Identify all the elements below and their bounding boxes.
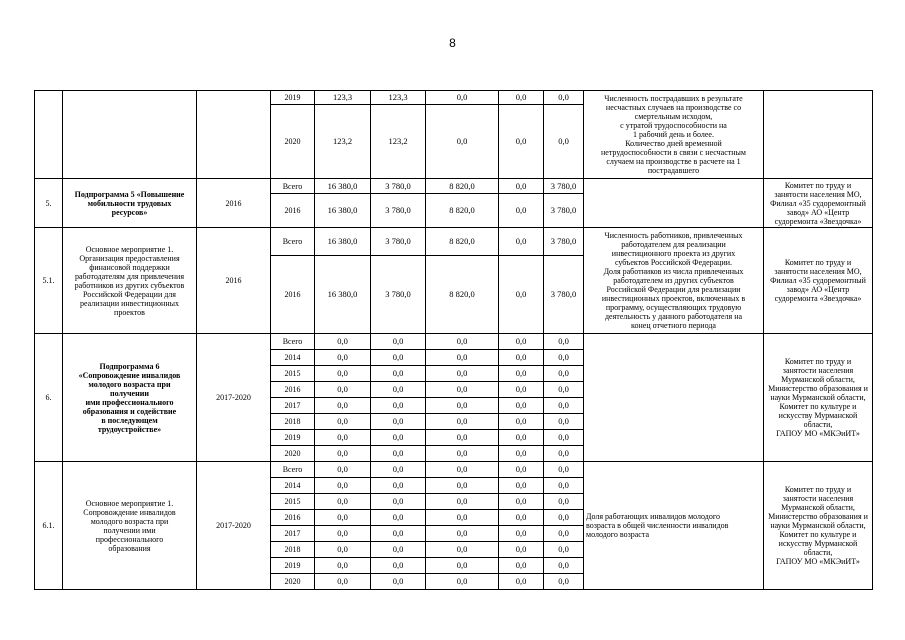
value-col5: 0,0 — [544, 558, 584, 574]
item-year-cell — [197, 91, 271, 179]
value-col5: 0,0 — [544, 478, 584, 494]
table-row — [35, 91, 873, 105]
value-col2: 0,0 — [371, 366, 426, 382]
value-total: 123,3 — [315, 91, 371, 105]
value-total: 123,2 — [315, 105, 371, 179]
value-total: 0,0 — [315, 558, 371, 574]
value-col3: 0,0 — [426, 350, 499, 366]
value-col5: 3 780,0 — [544, 179, 584, 194]
executor-text: Комитет по труду и занятости населения Мурманской области, Министерство образования и науки Мурманской области, Комитет по культуре и искусству Мурманской области, ГАПОУ МО «МКЭиИТ» — [768, 485, 868, 566]
value-col2: 0,0 — [371, 398, 426, 414]
value-col2: 0,0 — [371, 414, 426, 430]
value-col3: 0,0 — [426, 414, 499, 430]
value-col5: 0,0 — [544, 334, 584, 350]
value-total: 0,0 — [315, 398, 371, 414]
value-col3: 0,0 — [426, 574, 499, 590]
value-col4: 0,0 — [499, 510, 544, 526]
row-label: 2020 — [271, 446, 315, 462]
value-col4: 0,0 — [499, 558, 544, 574]
row-label: 2018 — [271, 542, 315, 558]
row-label: 2017 — [271, 526, 315, 542]
value-col2: 123,2 — [371, 105, 426, 179]
value-col4: 0,0 — [499, 334, 544, 350]
row-label: 2015 — [271, 494, 315, 510]
value-total: 0,0 — [315, 430, 371, 446]
value-col2: 0,0 — [371, 382, 426, 398]
value-col3: 0,0 — [426, 462, 499, 478]
indicator-cell — [584, 91, 764, 179]
row-label: 2020 — [271, 105, 315, 179]
item-name-cell — [63, 334, 197, 462]
value-col3: 0,0 — [426, 558, 499, 574]
value-col3: 0,0 — [426, 398, 499, 414]
item-number: 6.1. — [35, 462, 63, 590]
value-col3: 8 820,0 — [426, 256, 499, 334]
row-label: 2016 — [271, 194, 315, 228]
value-col5: 0,0 — [544, 574, 584, 590]
value-col2: 0,0 — [371, 494, 426, 510]
executor-cell — [764, 334, 873, 462]
value-col2: 0,0 — [371, 430, 426, 446]
executor-text: Комитет по труду и занятости населения МО, Филиал «35 судоремонтный завод» АО «Центр судоремонта «Звездочка» — [770, 180, 866, 226]
value-total: 0,0 — [315, 334, 371, 350]
row-label: 2016 — [271, 382, 315, 398]
value-col4: 0,0 — [499, 446, 544, 462]
indicator-text: Численность пострадавших в результате несчастных случаев на производстве со смертельным исходом, с утратой трудоспособности на 1 рабочий день и более. Количество дней временной нетрудоспособности в связи с несчастным случаем на производстве в расчете на 1 пострадавшего — [601, 94, 746, 175]
value-col2: 0,0 — [371, 350, 426, 366]
value-col2: 0,0 — [371, 574, 426, 590]
value-total: 0,0 — [315, 462, 371, 478]
value-col5: 0,0 — [544, 430, 584, 446]
value-col3: 8 820,0 — [426, 179, 499, 194]
row-label: 2014 — [271, 478, 315, 494]
item-number: 5. — [35, 179, 63, 228]
item-year: 2017-2020 — [197, 462, 271, 590]
value-col2: 0,0 — [371, 478, 426, 494]
value-col3: 0,0 — [426, 366, 499, 382]
item-name-cell — [63, 228, 197, 334]
value-col3: 0,0 — [426, 430, 499, 446]
value-total: 16 380,0 — [315, 228, 371, 256]
value-col4: 0,0 — [499, 179, 544, 194]
program-table — [34, 90, 873, 590]
value-col4: 0,0 — [499, 398, 544, 414]
value-col4: 0,0 — [499, 228, 544, 256]
page-number: 8 — [449, 36, 456, 50]
value-col2: 3 780,0 — [371, 179, 426, 194]
value-col3: 0,0 — [426, 526, 499, 542]
activity-title: Основное мероприятие 1. Сопровождение инвалидов молодого возраста при получении ими профессионального образования — [83, 498, 176, 553]
row-label: 2016 — [271, 510, 315, 526]
value-col2: 0,0 — [371, 526, 426, 542]
value-col4: 0,0 — [499, 105, 544, 179]
indicator-text: Доля работающих инвалидов молодого возраста в общей численности инвалидов молодого возраста — [586, 512, 729, 539]
value-total: 16 380,0 — [315, 194, 371, 228]
table-row — [35, 462, 873, 478]
value-col4: 0,0 — [499, 366, 544, 382]
row-label: 2015 — [271, 366, 315, 382]
subprogram-title: Подпрограмма 6 «Сопровождение инвалидов молодого возраста при получении ими профессионального образования и содействие в последующем трудоустройстве» — [78, 361, 181, 434]
value-col2: 0,0 — [371, 462, 426, 478]
value-total: 0,0 — [315, 478, 371, 494]
row-label: Всего — [271, 462, 315, 478]
row-label: 2019 — [271, 430, 315, 446]
value-col3: 8 820,0 — [426, 228, 499, 256]
executor-text: Комитет по труду и занятости населения МО, Филиал «35 судоремонтный завод» АО «Центр судоремонта «Звездочка» — [770, 258, 866, 303]
executor-text: Комитет по труду и занятости населения Мурманской области, Министерство образования и науки Мурманской области, Комитет по культуре и искусству Мурманской области, ГАПОУ МО «МКЭиИТ» — [768, 357, 868, 438]
value-total: 0,0 — [315, 574, 371, 590]
row-label: 2014 — [271, 350, 315, 366]
value-col4: 0,0 — [499, 382, 544, 398]
indicator-text: Численность работников, привлеченных работодателем для реализации инвестиционного проекта из других субъектов Российской Федерации. Доля работников из числа привлеченных работодателем из других субъектов Российской Федерации для реализации инвестиционных проектов, включенных в программу, осуществляющих трудовую деятельность у данного работодателя на конец отчетного периода — [601, 231, 746, 330]
value-col3: 0,0 — [426, 382, 499, 398]
executor-cell — [764, 228, 873, 334]
value-col5: 0,0 — [544, 542, 584, 558]
value-col3: 0,0 — [426, 542, 499, 558]
value-col5: 0,0 — [544, 382, 584, 398]
value-total: 0,0 — [315, 350, 371, 366]
value-total: 0,0 — [315, 366, 371, 382]
value-total: 16 380,0 — [315, 256, 371, 334]
value-col4: 0,0 — [499, 414, 544, 430]
value-col4: 0,0 — [499, 462, 544, 478]
row-label: Всего — [271, 334, 315, 350]
value-total: 0,0 — [315, 414, 371, 430]
row-label: 2018 — [271, 414, 315, 430]
table-row — [35, 179, 873, 194]
value-col4: 0,0 — [499, 256, 544, 334]
value-col5: 0,0 — [544, 526, 584, 542]
value-col5: 0,0 — [544, 494, 584, 510]
value-total: 0,0 — [315, 526, 371, 542]
item-number: 5.1. — [35, 228, 63, 334]
value-col3: 0,0 — [426, 105, 499, 179]
item-number-cell — [35, 91, 63, 179]
indicator-cell — [584, 462, 764, 590]
value-col5: 0,0 — [544, 366, 584, 382]
value-col2: 0,0 — [371, 334, 426, 350]
value-col4: 0,0 — [499, 542, 544, 558]
row-label: 2019 — [271, 558, 315, 574]
value-col5: 3 780,0 — [544, 228, 584, 256]
value-col5: 0,0 — [544, 446, 584, 462]
value-col4: 0,0 — [499, 430, 544, 446]
item-year: 2016 — [197, 179, 271, 228]
row-label: 2019 — [271, 91, 315, 105]
value-col5: 0,0 — [544, 414, 584, 430]
value-col2: 3 780,0 — [371, 194, 426, 228]
value-col3: 0,0 — [426, 91, 499, 105]
value-col4: 0,0 — [499, 91, 544, 105]
value-col5: 0,0 — [544, 462, 584, 478]
row-label: 2017 — [271, 398, 315, 414]
value-col3: 8 820,0 — [426, 194, 499, 228]
value-total: 16 380,0 — [315, 179, 371, 194]
executor-cell — [764, 91, 873, 179]
value-col4: 0,0 — [499, 350, 544, 366]
value-col4: 0,0 — [499, 494, 544, 510]
value-col5: 3 780,0 — [544, 194, 584, 228]
value-total: 0,0 — [315, 510, 371, 526]
value-total: 0,0 — [315, 494, 371, 510]
executor-cell — [764, 179, 873, 228]
item-year: 2017-2020 — [197, 334, 271, 462]
value-col3: 0,0 — [426, 446, 499, 462]
value-col2: 0,0 — [371, 542, 426, 558]
value-col5: 0,0 — [544, 398, 584, 414]
executor-cell — [764, 462, 873, 590]
value-col2: 0,0 — [371, 510, 426, 526]
value-total: 0,0 — [315, 446, 371, 462]
row-label: Всего — [271, 179, 315, 194]
value-col4: 0,0 — [499, 194, 544, 228]
value-col2: 3 780,0 — [371, 256, 426, 334]
value-total: 0,0 — [315, 542, 371, 558]
value-col3: 0,0 — [426, 334, 499, 350]
table-row — [35, 228, 873, 256]
value-col5: 3 780,0 — [544, 256, 584, 334]
row-label: Всего — [271, 228, 315, 256]
value-col4: 0,0 — [499, 574, 544, 590]
value-col2: 0,0 — [371, 446, 426, 462]
row-label: 2020 — [271, 574, 315, 590]
indicator-cell — [584, 179, 764, 228]
value-total: 0,0 — [315, 382, 371, 398]
value-col5: 0,0 — [544, 510, 584, 526]
item-name-cell — [63, 179, 197, 228]
value-col2: 0,0 — [371, 558, 426, 574]
value-col2: 123,3 — [371, 91, 426, 105]
subprogram-title: Подпрограмма 5 «Повышение мобильности трудовых ресурсов» — [74, 189, 185, 217]
value-col5: 0,0 — [544, 105, 584, 179]
item-year: 2016 — [197, 228, 271, 334]
indicator-cell — [584, 228, 764, 334]
value-col3: 0,0 — [426, 494, 499, 510]
row-label: 2016 — [271, 256, 315, 334]
value-col3: 0,0 — [426, 478, 499, 494]
value-col4: 0,0 — [499, 526, 544, 542]
value-col3: 0,0 — [426, 510, 499, 526]
value-col4: 0,0 — [499, 478, 544, 494]
item-name-cell — [63, 91, 197, 179]
value-col5: 0,0 — [544, 350, 584, 366]
table-row — [35, 334, 873, 350]
item-name-cell — [63, 462, 197, 590]
value-col2: 3 780,0 — [371, 228, 426, 256]
item-number: 6. — [35, 334, 63, 462]
activity-title: Основное мероприятие 1. Организация предоставления финансовой поддержки работодателям для привлечения работников из других субъектов Российской Федерации для реализации инвестиционных проектов — [74, 244, 185, 317]
value-col5: 0,0 — [544, 91, 584, 105]
indicator-cell — [584, 334, 764, 462]
